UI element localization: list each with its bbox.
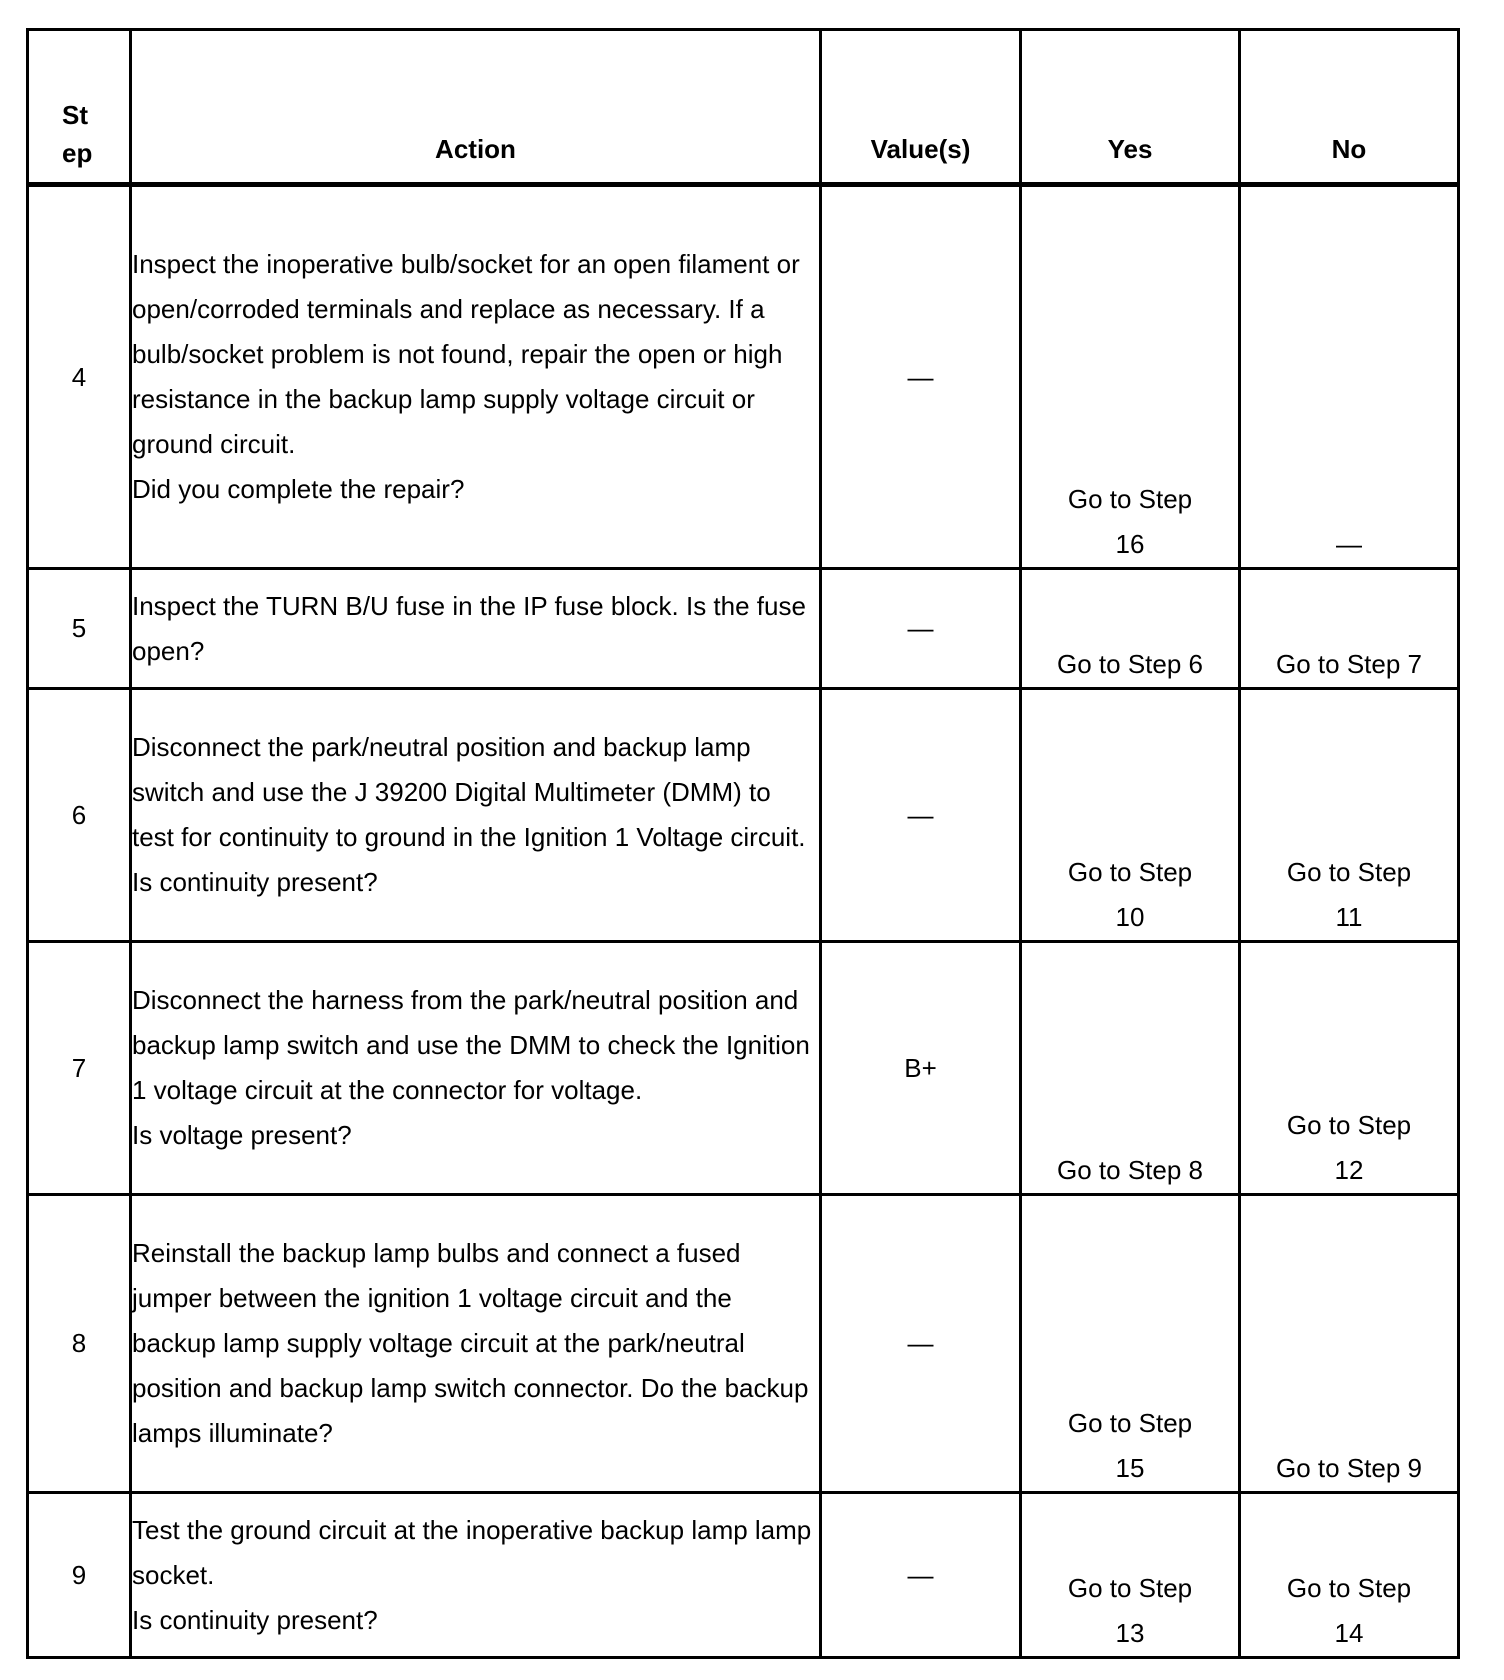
action-text: Disconnect the park/neutral position and backup lamp switch and use the J 39200 Digital Multimeter (DMM) to test for continuity to ground in the Ignition 1 Voltage circuit. Is continuity present? bbox=[131, 689, 821, 942]
yes-result: Go to Step 15 bbox=[1021, 1195, 1240, 1493]
no-result: Go to Step 9 bbox=[1240, 1195, 1459, 1493]
no-result: Go to Step 14 bbox=[1240, 1493, 1459, 1658]
action-text: Test the ground circuit at the inoperative backup lamp lamp socket. Is continuity present? bbox=[131, 1493, 821, 1658]
step-number: 7 bbox=[28, 942, 131, 1195]
yes-result: Go to Step 10 bbox=[1021, 689, 1240, 942]
table-row bbox=[28, 689, 1459, 942]
value-cell: — bbox=[821, 689, 1021, 942]
yes-result: Go to Step 8 bbox=[1021, 942, 1240, 1195]
table-row bbox=[28, 1493, 1459, 1658]
yes-result: Go to Step 13 bbox=[1021, 1493, 1240, 1658]
action-text: Disconnect the harness from the park/neutral position and backup lamp switch and use the DMM to check the Ignition 1 voltage circuit at the connector for voltage. Is voltage present? bbox=[131, 942, 821, 1195]
table-row bbox=[28, 942, 1459, 1195]
yes-result: Go to Step 6 bbox=[1021, 569, 1240, 689]
step-number: 8 bbox=[28, 1195, 131, 1493]
header-step: Step bbox=[28, 30, 131, 185]
no-result: Go to Step 12 bbox=[1240, 942, 1459, 1195]
step-number: 6 bbox=[28, 689, 131, 942]
action-text: Reinstall the backup lamp bulbs and connect a fused jumper between the ignition 1 voltage circuit and the backup lamp supply voltage circuit at the park/neutral position and backup lamp switch connector. Do the backup lamps illuminate? bbox=[131, 1195, 821, 1493]
step-number: 9 bbox=[28, 1493, 131, 1658]
yes-result: Go to Step 16 bbox=[1021, 185, 1240, 569]
table-row bbox=[28, 569, 1459, 689]
value-cell: — bbox=[821, 185, 1021, 569]
value-cell: — bbox=[821, 1195, 1021, 1493]
value-cell: — bbox=[821, 569, 1021, 689]
header-values: Value(s) bbox=[821, 30, 1021, 185]
header-action: Action bbox=[131, 30, 821, 185]
action-text: Inspect the TURN B/U fuse in the IP fuse block. Is the fuse open? bbox=[131, 569, 821, 689]
no-result: Go to Step 7 bbox=[1240, 569, 1459, 689]
no-result: — bbox=[1240, 185, 1459, 569]
value-cell: — bbox=[821, 1493, 1021, 1658]
step-number: 5 bbox=[28, 569, 131, 689]
value-cell: B+ bbox=[821, 942, 1021, 1195]
no-result: Go to Step 11 bbox=[1240, 689, 1459, 942]
table-row bbox=[28, 1195, 1459, 1493]
header-yes: Yes bbox=[1021, 30, 1240, 185]
action-text: Inspect the inoperative bulb/socket for an open filament or open/corroded terminals and replace as necessary. If a bulb/socket problem is not found, repair the open or high resistance in the backup lamp supply voltage circuit or ground circuit. Did you complete the repair? bbox=[131, 185, 821, 569]
table-row bbox=[28, 185, 1459, 569]
header-row bbox=[28, 30, 1459, 185]
header-no: No bbox=[1240, 30, 1459, 185]
diagnostic-table bbox=[26, 28, 1460, 1659]
step-number: 4 bbox=[28, 185, 131, 569]
